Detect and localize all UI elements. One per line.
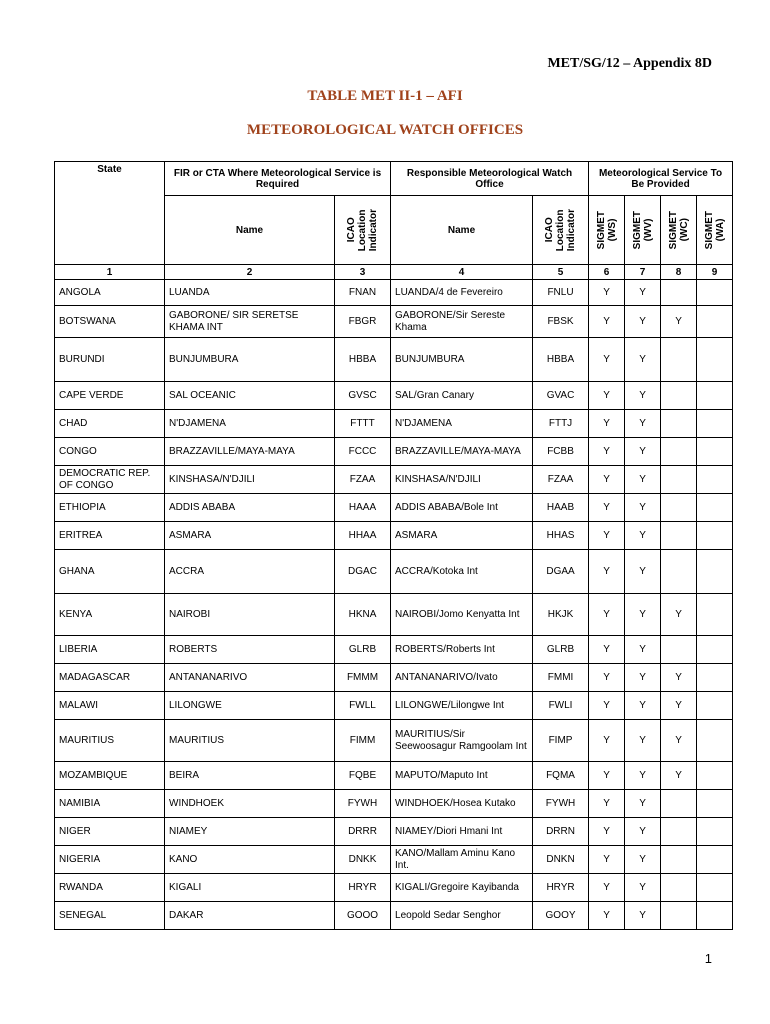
cell-sigmet-wv: Y (625, 466, 661, 494)
cell-fir-name: ANTANANARIVO (165, 664, 335, 692)
cell-fir-icao: GVSC (335, 382, 391, 410)
cell-mwo-name: Leopold Sedar Senghor (391, 902, 533, 930)
cell-sigmet-wc (661, 466, 697, 494)
cell-state: DEMOCRATIC REP. OF CONGO (55, 466, 165, 494)
cell-sigmet-wa (697, 550, 733, 594)
cell-mwo-name: MAPUTO/Maputo Int (391, 762, 533, 790)
cell-fir-name: ACCRA (165, 550, 335, 594)
table-row (55, 550, 733, 594)
cell-sigmet-ws: Y (589, 280, 625, 306)
cell-sigmet-ws: Y (589, 550, 625, 594)
cell-fir-icao: FBGR (335, 306, 391, 338)
header-wa-cell (697, 196, 733, 265)
header-fir-name: Name (165, 196, 335, 265)
cell-fir-icao: FTTT (335, 410, 391, 438)
cell-fir-icao: HHAA (335, 522, 391, 550)
cell-fir-icao: FMMM (335, 664, 391, 692)
column-number: 1 (55, 265, 165, 280)
table-row (55, 338, 733, 382)
column-number: 4 (391, 265, 533, 280)
cell-sigmet-wa (697, 818, 733, 846)
cell-sigmet-ws: Y (589, 494, 625, 522)
cell-sigmet-wc: Y (661, 594, 697, 636)
cell-sigmet-wc (661, 338, 697, 382)
cell-state: ERITREA (55, 522, 165, 550)
cell-sigmet-wc (661, 280, 697, 306)
table-title: TABLE MET II-1 – AFI (307, 88, 463, 104)
table-row (55, 846, 733, 874)
cell-fir-icao: GOOO (335, 902, 391, 930)
header-mwo-group: Responsible Meteorological Watch Office (391, 162, 589, 196)
cell-mwo-icao: DGAA (533, 550, 589, 594)
cell-sigmet-wa (697, 762, 733, 790)
cell-mwo-icao: FZAA (533, 466, 589, 494)
cell-sigmet-wv: Y (625, 720, 661, 762)
cell-sigmet-wc (661, 790, 697, 818)
column-number: 3 (335, 265, 391, 280)
cell-mwo-name: ASMARA (391, 522, 533, 550)
table-row (55, 636, 733, 664)
cell-sigmet-wc (661, 636, 697, 664)
cell-sigmet-ws: Y (589, 902, 625, 930)
cell-sigmet-wa (697, 410, 733, 438)
cell-mwo-icao: GLRB (533, 636, 589, 664)
cell-sigmet-ws: Y (589, 594, 625, 636)
cell-fir-name: WINDHOEK (165, 790, 335, 818)
header-mwo-icao: ICAO Location Indicator (544, 208, 578, 252)
cell-mwo-name: ANTANANARIVO/Ivato (391, 664, 533, 692)
cell-fir-icao: DNKK (335, 846, 391, 874)
cell-state: BOTSWANA (55, 306, 165, 338)
table-row (55, 522, 733, 550)
cell-sigmet-wc (661, 874, 697, 902)
header-sigmet-wa: SIGMET (WA) (703, 210, 726, 250)
cell-state: ETHIOPIA (55, 494, 165, 522)
column-number: 2 (165, 265, 335, 280)
cell-sigmet-wc (661, 382, 697, 410)
cell-sigmet-wc: Y (661, 762, 697, 790)
cell-mwo-icao: HHAS (533, 522, 589, 550)
cell-state: MADAGASCAR (55, 664, 165, 692)
header-sigmet-wv: SIGMET (WV) (631, 210, 654, 250)
cell-mwo-name: KINSHASA/N'DJILI (391, 466, 533, 494)
cell-mwo-icao: FNLU (533, 280, 589, 306)
header-wc-cell (661, 196, 697, 265)
cell-sigmet-ws: Y (589, 306, 625, 338)
cell-sigmet-wv: Y (625, 522, 661, 550)
cell-sigmet-wa (697, 522, 733, 550)
cell-sigmet-ws: Y (589, 410, 625, 438)
cell-sigmet-wv: Y (625, 636, 661, 664)
table-row (55, 438, 733, 466)
cell-mwo-name: KANO/Mallam Aminu Kano Int. (391, 846, 533, 874)
table-row (55, 494, 733, 522)
cell-sigmet-wa (697, 790, 733, 818)
cell-fir-name: KINSHASA/N'DJILI (165, 466, 335, 494)
cell-sigmet-wa (697, 466, 733, 494)
cell-state: RWANDA (55, 874, 165, 902)
table-row (55, 874, 733, 902)
cell-mwo-name: NIAMEY/Diori Hmani Int (391, 818, 533, 846)
cell-sigmet-wv: Y (625, 280, 661, 306)
cell-mwo-icao: DNKN (533, 846, 589, 874)
cell-fir-name: GABORONE/ SIR SERETSE KHAMA INT (165, 306, 335, 338)
cell-state: KENYA (55, 594, 165, 636)
cell-fir-icao: FWLL (335, 692, 391, 720)
cell-sigmet-wv: Y (625, 338, 661, 382)
cell-fir-name: NIAMEY (165, 818, 335, 846)
header-mwo-icao-cell (533, 196, 589, 265)
cell-sigmet-ws: Y (589, 636, 625, 664)
cell-sigmet-wc: Y (661, 720, 697, 762)
header-mwo-name: Name (391, 196, 533, 265)
cell-mwo-icao: FWLI (533, 692, 589, 720)
cell-fir-icao: DRRR (335, 818, 391, 846)
cell-sigmet-wv: Y (625, 664, 661, 692)
cell-sigmet-wv: Y (625, 692, 661, 720)
column-number: 5 (533, 265, 589, 280)
cell-mwo-name: KIGALI/Gregoire Kayibanda (391, 874, 533, 902)
cell-sigmet-wa (697, 636, 733, 664)
column-number-row (55, 265, 733, 280)
cell-state: ANGOLA (55, 280, 165, 306)
cell-mwo-icao: FYWH (533, 790, 589, 818)
cell-mwo-icao: GVAC (533, 382, 589, 410)
table-row (55, 410, 733, 438)
cell-mwo-icao: FIMP (533, 720, 589, 762)
cell-mwo-icao: FTTJ (533, 410, 589, 438)
cell-sigmet-wv: Y (625, 410, 661, 438)
cell-sigmet-wa (697, 846, 733, 874)
table-row (55, 594, 733, 636)
header-sigmet-ws: SIGMET (WS) (595, 210, 618, 250)
cell-mwo-name: BUNJUMBURA (391, 338, 533, 382)
cell-fir-name: ADDIS ABABA (165, 494, 335, 522)
cell-fir-name: KANO (165, 846, 335, 874)
cell-mwo-name: LILONGWE/Lilongwe Int (391, 692, 533, 720)
cell-fir-name: SAL OCEANIC (165, 382, 335, 410)
cell-sigmet-wa (697, 494, 733, 522)
cell-mwo-name: ADDIS ABABA/Bole Int (391, 494, 533, 522)
cell-state: NIGERIA (55, 846, 165, 874)
cell-sigmet-wa (697, 902, 733, 930)
cell-mwo-icao: FQMA (533, 762, 589, 790)
cell-fir-name: ROBERTS (165, 636, 335, 664)
cell-sigmet-wc (661, 494, 697, 522)
cell-sigmet-wv: Y (625, 382, 661, 410)
cell-state: MALAWI (55, 692, 165, 720)
cell-mwo-name: ACCRA/Kotoka Int (391, 550, 533, 594)
cell-sigmet-wc: Y (661, 692, 697, 720)
cell-sigmet-ws: Y (589, 720, 625, 762)
cell-state: CHAD (55, 410, 165, 438)
cell-sigmet-wv: Y (625, 818, 661, 846)
header-wv-cell (625, 196, 661, 265)
cell-fir-name: KIGALI (165, 874, 335, 902)
cell-sigmet-wv: Y (625, 494, 661, 522)
cell-mwo-icao: FCBB (533, 438, 589, 466)
cell-fir-name: LUANDA (165, 280, 335, 306)
table-row (55, 280, 733, 306)
cell-mwo-icao: HRYR (533, 874, 589, 902)
cell-sigmet-wc: Y (661, 664, 697, 692)
cell-mwo-icao: FBSK (533, 306, 589, 338)
cell-fir-name: BRAZZAVILLE/MAYA-MAYA (165, 438, 335, 466)
table-row (55, 466, 733, 494)
header-ws-cell (589, 196, 625, 265)
cell-sigmet-wv: Y (625, 594, 661, 636)
cell-sigmet-wa (697, 280, 733, 306)
cell-sigmet-ws: Y (589, 846, 625, 874)
cell-fir-name: BEIRA (165, 762, 335, 790)
cell-fir-icao: FNAN (335, 280, 391, 306)
page-number: 1 (704, 951, 712, 966)
cell-sigmet-wv: Y (625, 874, 661, 902)
cell-fir-icao: HAAA (335, 494, 391, 522)
cell-sigmet-wa (697, 594, 733, 636)
cell-sigmet-wa (697, 438, 733, 466)
cell-sigmet-ws: Y (589, 762, 625, 790)
cell-fir-icao: FYWH (335, 790, 391, 818)
cell-fir-name: BUNJUMBURA (165, 338, 335, 382)
cell-sigmet-ws: Y (589, 466, 625, 494)
column-number: 7 (625, 265, 661, 280)
cell-fir-name: ASMARA (165, 522, 335, 550)
cell-fir-icao: GLRB (335, 636, 391, 664)
cell-sigmet-ws: Y (589, 790, 625, 818)
cell-fir-icao: FCCC (335, 438, 391, 466)
cell-mwo-icao: HAAB (533, 494, 589, 522)
cell-sigmet-ws: Y (589, 874, 625, 902)
cell-fir-icao: FIMM (335, 720, 391, 762)
column-number: 9 (697, 265, 733, 280)
cell-sigmet-ws: Y (589, 664, 625, 692)
cell-sigmet-wa (697, 382, 733, 410)
cell-fir-icao: HRYR (335, 874, 391, 902)
header-fir-group: FIR or CTA Where Meteorological Service is Required (165, 162, 391, 196)
cell-mwo-icao: HBBA (533, 338, 589, 382)
cell-sigmet-wc (661, 902, 697, 930)
cell-sigmet-wv: Y (625, 762, 661, 790)
cell-mwo-name: MAURITIUS/Sir Seewoosagur Ramgoolam Int (391, 720, 533, 762)
cell-sigmet-wv: Y (625, 790, 661, 818)
cell-fir-name: NAIROBI (165, 594, 335, 636)
cell-mwo-icao: HKJK (533, 594, 589, 636)
table-row (55, 382, 733, 410)
cell-sigmet-ws: Y (589, 522, 625, 550)
cell-sigmet-wc (661, 410, 697, 438)
header-fir-icao: ICAO Location Indicator (346, 208, 379, 252)
cell-sigmet-wa (697, 874, 733, 902)
table-row (55, 762, 733, 790)
cell-state: SENEGAL (55, 902, 165, 930)
cell-sigmet-ws: Y (589, 692, 625, 720)
cell-sigmet-wc (661, 818, 697, 846)
cell-mwo-name: LUANDA/4 de Fevereiro (391, 280, 533, 306)
table-row (55, 818, 733, 846)
cell-fir-icao: HBBA (335, 338, 391, 382)
cell-sigmet-wv: Y (625, 902, 661, 930)
cell-state: MAURITIUS (55, 720, 165, 762)
cell-sigmet-wc (661, 522, 697, 550)
cell-fir-name: DAKAR (165, 902, 335, 930)
table-row (55, 306, 733, 338)
table-subtitle: METEOROLOGICAL WATCH OFFICES (246, 122, 524, 138)
cell-state: CAPE VERDE (55, 382, 165, 410)
cell-fir-icao: HKNA (335, 594, 391, 636)
cell-mwo-icao: GOOY (533, 902, 589, 930)
table-row (55, 790, 733, 818)
cell-mwo-icao: FMMI (533, 664, 589, 692)
cell-state: GHANA (55, 550, 165, 594)
cell-fir-name: N'DJAMENA (165, 410, 335, 438)
cell-sigmet-wa (697, 720, 733, 762)
header-service-group: Meteorological Service To Be Provided (589, 162, 733, 196)
cell-sigmet-wv: Y (625, 438, 661, 466)
cell-mwo-name: BRAZZAVILLE/MAYA-MAYA (391, 438, 533, 466)
cell-state: NAMIBIA (55, 790, 165, 818)
cell-mwo-name: WINDHOEK/Hosea Kutako (391, 790, 533, 818)
header-fir-icao-cell (335, 196, 391, 265)
met-watch-offices-table (54, 161, 733, 930)
cell-sigmet-wc (661, 438, 697, 466)
cell-fir-icao: FQBE (335, 762, 391, 790)
cell-fir-icao: FZAA (335, 466, 391, 494)
cell-sigmet-wv: Y (625, 550, 661, 594)
table-row (55, 664, 733, 692)
cell-sigmet-wa (697, 664, 733, 692)
cell-state: CONGO (55, 438, 165, 466)
cell-mwo-icao: DRRN (533, 818, 589, 846)
cell-mwo-name: NAIROBI/Jomo Kenyatta Int (391, 594, 533, 636)
cell-sigmet-wc (661, 550, 697, 594)
header-sigmet-wc: SIGMET (WC) (667, 210, 690, 250)
page-reference: MET/SG/12 – Appendix 8D (547, 56, 712, 71)
cell-sigmet-ws: Y (589, 338, 625, 382)
cell-mwo-name: GABORONE/Sir Sereste Khama (391, 306, 533, 338)
cell-sigmet-wv: Y (625, 306, 661, 338)
cell-sigmet-ws: Y (589, 382, 625, 410)
cell-sigmet-ws: Y (589, 818, 625, 846)
cell-sigmet-wc: Y (661, 306, 697, 338)
cell-fir-name: MAURITIUS (165, 720, 335, 762)
cell-state: BURUNDI (55, 338, 165, 382)
cell-sigmet-wa (697, 306, 733, 338)
cell-sigmet-wc (661, 846, 697, 874)
table-row (55, 902, 733, 930)
column-number: 8 (661, 265, 697, 280)
cell-mwo-name: N'DJAMENA (391, 410, 533, 438)
header-state: State (55, 162, 165, 265)
cell-mwo-name: SAL/Gran Canary (391, 382, 533, 410)
column-number: 6 (589, 265, 625, 280)
cell-sigmet-wa (697, 338, 733, 382)
cell-sigmet-ws: Y (589, 438, 625, 466)
cell-mwo-name: ROBERTS/Roberts Int (391, 636, 533, 664)
cell-state: LIBERIA (55, 636, 165, 664)
table-row (55, 720, 733, 762)
table-row (55, 692, 733, 720)
cell-fir-icao: DGAC (335, 550, 391, 594)
cell-sigmet-wa (697, 692, 733, 720)
table-body (55, 280, 733, 930)
cell-sigmet-wv: Y (625, 846, 661, 874)
cell-state: NIGER (55, 818, 165, 846)
cell-fir-name: LILONGWE (165, 692, 335, 720)
cell-state: MOZAMBIQUE (55, 762, 165, 790)
